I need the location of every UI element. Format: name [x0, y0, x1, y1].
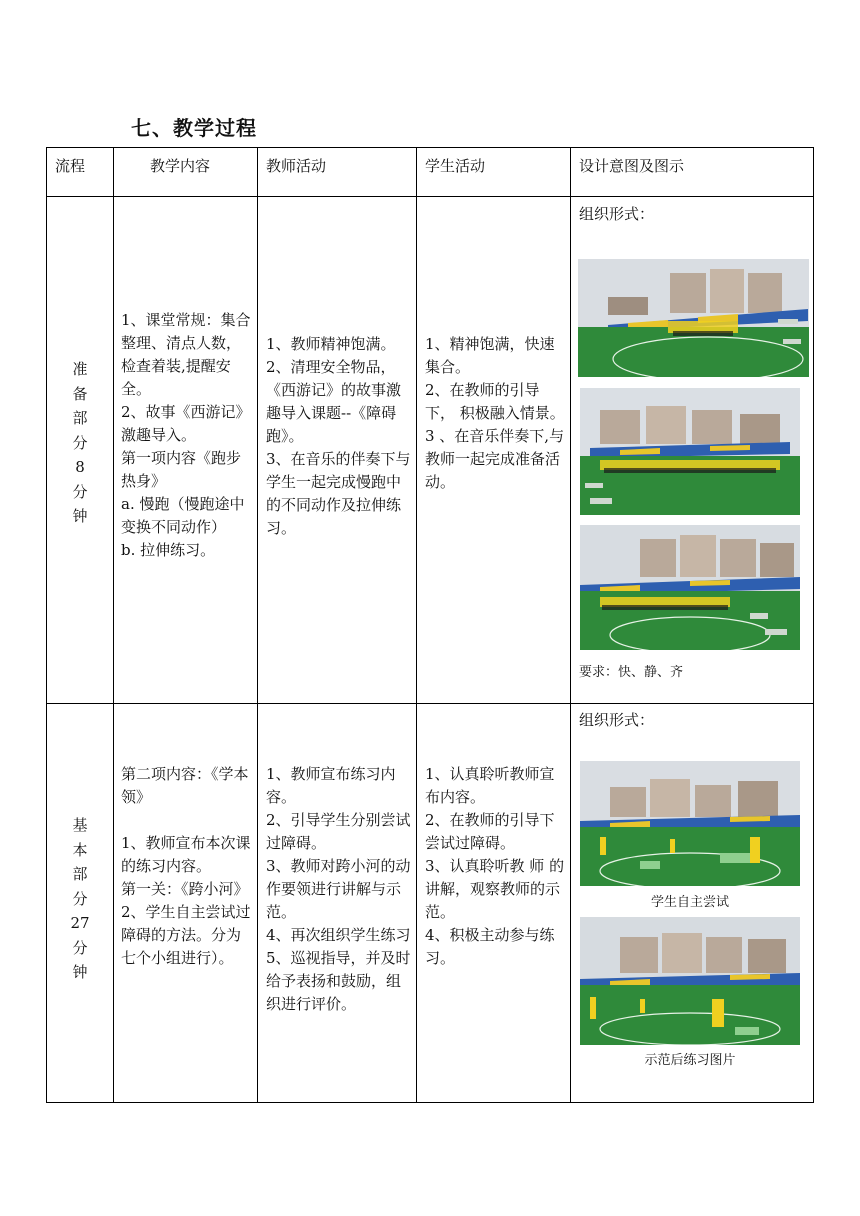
row1-teacher: 1、教师精神饱满。 2、清理安全物品，《西游记》的故事激趣导入课题--《障碍跑》。 3、在音乐的伴奏下与学生一起完成慢跑中的不同动作及拉伸练习。 [266, 335, 411, 537]
row1-design-note: 要求：快、静、齐 [579, 665, 684, 680]
row2-content: 第二项内容：《学本领》 1、教师宣布本次课的练习内容。 第一关：《跨小河》 2、学生自主尝试过障碍的方法。分为七个小组进行）。 [121, 765, 251, 967]
table-border-bottom [46, 1102, 814, 1103]
table-row-divider [46, 703, 814, 704]
header-design: 设计意图及图示 [579, 157, 685, 175]
warmup-photo-1 [578, 259, 809, 377]
row1-student: 1、精神饱满，快速集合。 2、在教师的引导下， 积极融入情景。 3 、在音乐伴奏下,与教师一起完成准备活动。 [425, 335, 565, 491]
stage-basic: 基 本 部 分 27 分 钟 [70, 816, 90, 981]
practice-photo-2 [580, 917, 800, 1045]
row2-design-label: 组织形式： [579, 711, 655, 729]
table-border-top [46, 147, 814, 148]
header-teacher: 教师活动 [266, 157, 327, 175]
row1-design-label: 组织形式： [579, 205, 655, 223]
row2-student: 1、认真聆听教师宣布内容。 2、在教师的引导下尝试过障碍。 3、认真聆听教 师 的讲解，观察教师的示范。 4、积极主动参与练习。 [425, 765, 565, 967]
table-col-divider [570, 147, 571, 1103]
practice-caption-1: 学生自主尝试 [650, 895, 729, 910]
practice-caption-2: 示范后练习图片 [644, 1053, 736, 1068]
header-student: 学生活动 [425, 157, 486, 175]
section-title: 七、教学过程 [131, 116, 257, 140]
table-border-left [46, 147, 47, 1103]
stage-preparation: 准 备 部 分 8 分 钟 [72, 360, 88, 525]
warmup-photo-3 [580, 525, 800, 650]
practice-photo-1 [580, 761, 800, 886]
table-col-divider [113, 147, 114, 1103]
header-process: 流程 [55, 157, 86, 175]
row2-teacher: 1、教师宣布练习内容。 2、引导学生分别尝试过障碍。 3、教师对跨小河的动作要领进行讲解与示范。 4、再次组织学生练习 5、巡视指导，并及时给予表扬和鼓励，组织进行评价。 [266, 765, 411, 1013]
warmup-photo-2 [580, 388, 800, 515]
table-header-divider [46, 196, 814, 197]
header-content: 教学内容 [150, 157, 211, 175]
table-col-divider [257, 147, 258, 1103]
table-border-right [813, 147, 814, 1103]
row1-content: 1、课堂常规：集合整理、清点人数，检查着装,提醒安全。 2、故事《西游记》激趣导入。 第一项内容《跑步热身》 a. 慢跑（慢跑途中变换不同动作） b. 拉伸练习。 [121, 311, 251, 559]
table-col-divider [416, 147, 417, 1103]
